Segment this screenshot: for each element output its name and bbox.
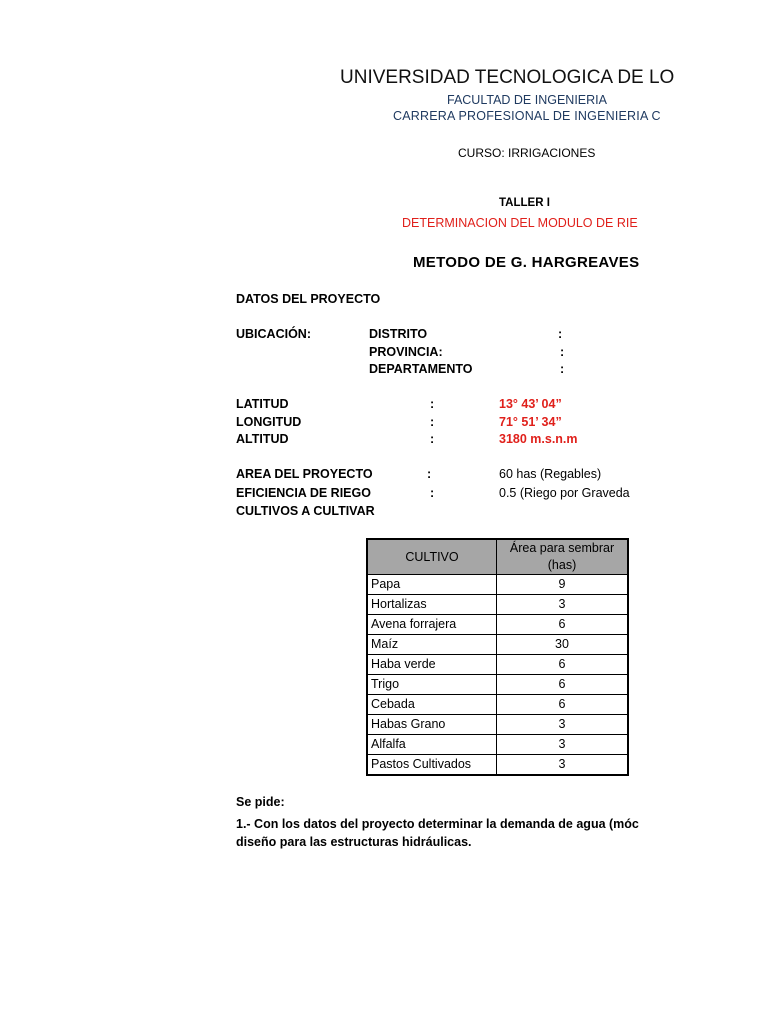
table-row (367, 595, 628, 615)
career-title: CARRERA PROFESIONAL DE INGENIERIA C (393, 109, 661, 123)
crop-area: 3 (497, 595, 629, 615)
area-value: 60 has (Regables) (499, 467, 602, 481)
department-label: DEPARTAMENTO (369, 362, 473, 376)
request-line-2: diseño para las estructuras hidráulicas. (236, 835, 472, 849)
area-colon: : (427, 467, 432, 481)
latitude-label: LATITUD (236, 397, 289, 411)
crop-name: Haba verde (367, 655, 497, 675)
table-row (367, 715, 628, 735)
longitude-value: 71° 51’ 34” (499, 415, 562, 429)
altitude-label: ALTITUD (236, 432, 289, 446)
efficiency-colon: : (430, 486, 435, 500)
area-label: AREA DEL PROYECTO (236, 467, 373, 481)
request-title: Se pide: (236, 795, 285, 809)
table-row (367, 635, 628, 655)
crop-area: 3 (497, 755, 629, 776)
crop-name: Maíz (367, 635, 497, 655)
subject-title: DETERMINACION DEL MODULO DE RIE (402, 216, 638, 230)
crop-area: 9 (497, 575, 629, 595)
project-section-title: DATOS DEL PROYECTO (236, 292, 381, 306)
district-label: DISTRITO (369, 327, 428, 341)
crop-name: Trigo (367, 675, 497, 695)
crop-name: Cebada (367, 695, 497, 715)
latitude-value: 13° 43’ 04” (499, 397, 562, 411)
department-colon: : (560, 362, 565, 376)
crop-area: 30 (497, 635, 629, 655)
table-header-row (367, 539, 628, 575)
workshop-title: TALLER I (499, 197, 550, 209)
crop-name: Papa (367, 575, 497, 595)
crop-name: Habas Grano (367, 715, 497, 735)
table-row (367, 755, 628, 776)
latitude-colon: : (430, 397, 435, 411)
longitude-label: LONGITUD (236, 415, 302, 429)
crop-name: Avena forrajera (367, 615, 497, 635)
crop-area: 6 (497, 615, 629, 635)
crop-area: 6 (497, 655, 629, 675)
crop-area: 6 (497, 675, 629, 695)
header-crop: CULTIVO (367, 539, 497, 575)
efficiency-value: 0.5 (Riego por Graveda (499, 486, 630, 500)
altitude-value: 3180 m.s.n.m (499, 432, 578, 446)
table-row (367, 675, 628, 695)
efficiency-label: EFICIENCIA DE RIEGO (236, 486, 371, 500)
crop-area: 3 (497, 735, 629, 755)
table-row (367, 695, 628, 715)
longitude-colon: : (430, 415, 435, 429)
crop-area: 3 (497, 715, 629, 735)
method-title: METODO DE G. HARGREAVES (413, 254, 640, 271)
district-colon: : (558, 327, 563, 341)
university-title: UNIVERSIDAD TECNOLOGICA DE LO (340, 67, 675, 88)
course-title: CURSO: IRRIGACIONES (458, 146, 596, 160)
crop-name: Alfalfa (367, 735, 497, 755)
crop-area: 6 (497, 695, 629, 715)
table-row (367, 615, 628, 635)
crops-label: CULTIVOS A CULTIVAR (236, 504, 375, 518)
table-row (367, 575, 628, 595)
altitude-colon: : (430, 432, 435, 446)
table-row (367, 735, 628, 755)
header-area: Área para sembrar (has) (497, 539, 629, 575)
location-label: UBICACIÓN: (236, 327, 311, 341)
province-label: PROVINCIA: (369, 345, 443, 359)
province-colon: : (560, 345, 565, 359)
table-row (367, 655, 628, 675)
crops-table (366, 538, 629, 776)
request-line-1: 1.- Con los datos del proyecto determinar la demanda de agua (móc (236, 817, 639, 831)
crop-name: Pastos Cultivados (367, 755, 497, 776)
crop-name: Hortalizas (367, 595, 497, 615)
faculty-title: FACULTAD DE INGENIERIA (447, 93, 607, 107)
